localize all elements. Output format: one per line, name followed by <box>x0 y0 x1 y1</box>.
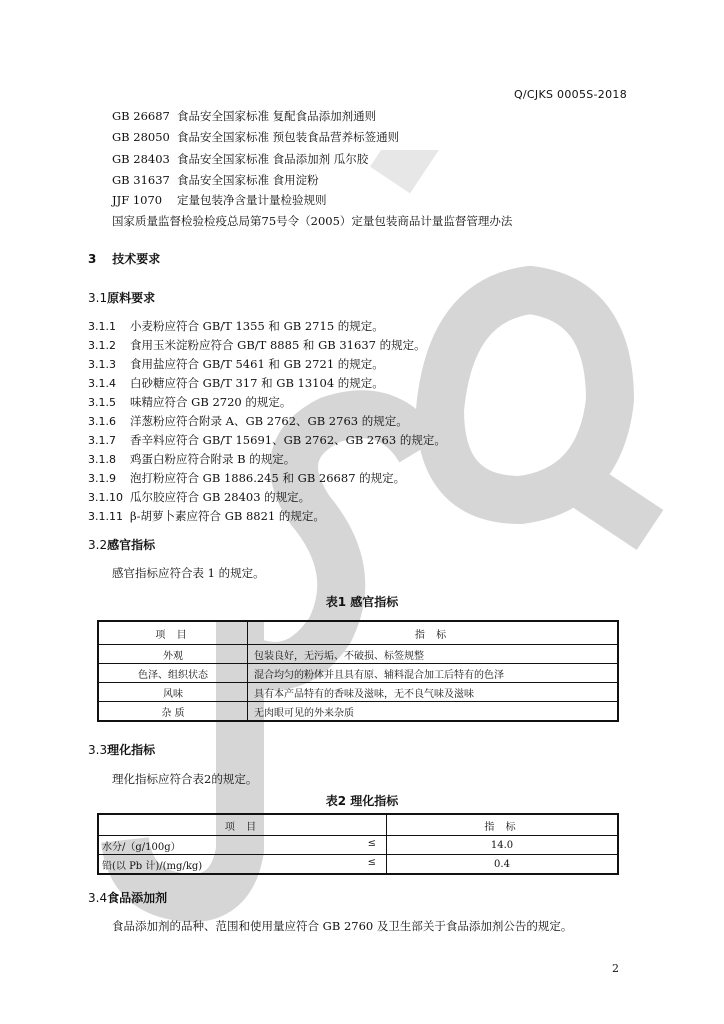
reference-title: 食品安全国家标准 食用淀粉 <box>177 173 319 187</box>
clause-text: 洋葱粉应符合附录 A、GB 2762、GB 2763 的规定。 <box>130 414 408 428</box>
clause-text: 味精应符合 GB 2720 的规定。 <box>130 395 292 409</box>
table-cell: 0.4 <box>387 855 619 875</box>
reference-code: GB 28403 <box>112 152 170 166</box>
reference-code: GB 31637 <box>112 173 170 187</box>
table-header-cell: 项 目 <box>98 621 248 645</box>
table-header-row <box>98 814 618 836</box>
clause-item <box>88 432 446 448</box>
clause-number: 3.1.10 <box>88 491 123 504</box>
reference-item <box>112 172 319 188</box>
subsection-heading <box>88 289 155 306</box>
sensory-table <box>97 620 619 722</box>
comparator: ≤ <box>367 838 376 849</box>
item-name: 铅(以 Pb 计)/(mg/kg) <box>102 860 203 872</box>
clause-text: 瓜尔胶应符合 GB 28403 的规定。 <box>130 490 311 504</box>
reference-title: 食品安全国家标准 复配食品添加剂通则 <box>177 109 377 123</box>
paragraph: 食品添加剂的品种、范围和使用量应符合 GB 2760 及卫生部关于食品添加剂公告的规定。 <box>112 919 573 933</box>
clause-item <box>88 337 426 353</box>
clause-item <box>88 394 291 410</box>
watermark-letter-b <box>390 150 450 180</box>
subsection-title: 食品添加剂 <box>107 891 168 905</box>
table-cell: 14.0 <box>387 836 619 855</box>
subsection-heading <box>88 889 167 906</box>
table-header-cell: 指 标 <box>387 814 619 836</box>
table-header-cell: 项 目 <box>98 814 387 836</box>
table-cell: 色泽、组织状态 <box>98 664 248 683</box>
section-heading <box>88 250 160 267</box>
table-cell: 无肉眼可见的外来杂质 <box>248 702 619 722</box>
clause-number: 3.1.6 <box>88 415 116 428</box>
reference-item <box>112 213 512 229</box>
clause-text: 鸡蛋白粉应符合附录 B 的规定。 <box>130 452 296 466</box>
table-cell: 混合均匀的粉体并且具有原、辅料混合加工后特有的色泽 <box>248 664 619 683</box>
table-cell: 包装良好，无污垢、不破损、标签规整 <box>248 645 619 664</box>
clause-text: 食用玉米淀粉应符合 GB/T 8885 和 GB 31637 的规定。 <box>130 338 426 352</box>
clause-number: 3.1.3 <box>88 358 116 371</box>
paragraph: 理化指标应符合表2的规定。 <box>112 772 258 786</box>
clause-item <box>88 489 310 505</box>
clause-number: 3.1.11 <box>88 510 123 523</box>
table-row <box>98 664 618 683</box>
clause-item <box>88 318 384 334</box>
clause-number: 3.1.7 <box>88 434 116 447</box>
table-row <box>98 855 618 875</box>
subsection-title: 原料要求 <box>107 291 156 305</box>
subsection-number: 3.3 <box>88 743 108 757</box>
clause-item <box>88 375 384 391</box>
table-header-cell: 指 标 <box>248 621 619 645</box>
reference-title: 食品安全国家标准 食品添加剂 瓜尔胶 <box>177 152 369 166</box>
reference-item <box>112 192 327 208</box>
section-title: 技术要求 <box>112 252 161 266</box>
clause-text: 小麦粉应符合 GB/T 1355 和 GB 2715 的规定。 <box>130 319 384 333</box>
table-cell <box>98 855 387 875</box>
clause-text: β-胡萝卜素应符合 GB 8821 的规定。 <box>130 509 325 523</box>
clause-item <box>88 508 325 524</box>
table-cell: 具有本产品特有的香味及滋味，无不良气味及滋味 <box>248 683 619 702</box>
section-number: 3 <box>88 252 97 266</box>
subsection-number: 3.1 <box>88 291 108 305</box>
clause-item <box>88 413 408 429</box>
table-row <box>98 702 618 722</box>
reference-item <box>112 151 368 167</box>
table-row <box>98 836 618 855</box>
reference-title: 定量包装净含量计量检验规则 <box>177 193 327 207</box>
physicochemical-table <box>97 813 619 875</box>
table-cell: 风味 <box>98 683 248 702</box>
clause-item <box>88 451 295 467</box>
paragraph: 感官指标应符合表 1 的规定。 <box>112 566 265 580</box>
reference-title: 国家质量监督检验检疫总局第75号令（2005）定量包装商品计量监督管理办法 <box>112 214 513 228</box>
reference-code: GB 26687 <box>112 109 170 123</box>
reference-item <box>112 129 399 145</box>
document-id: Q/CJKS 0005S-2018 <box>513 88 627 101</box>
reference-code: JJF 1070 <box>112 193 163 207</box>
table-cell: 杂 质 <box>98 702 248 722</box>
table-caption: 表2 理化指标 <box>325 794 399 808</box>
comparator: ≤ <box>367 857 376 868</box>
clause-number: 3.1.4 <box>88 377 116 390</box>
subsection-title: 感官指标 <box>107 538 156 552</box>
clause-text: 香辛料应符合 GB/T 15691、GB 2762、GB 2763 的规定。 <box>130 433 446 447</box>
clause-text: 泡打粉应符合 GB 1886.245 和 GB 26687 的规定。 <box>130 471 406 485</box>
table-caption: 表1 感官指标 <box>325 595 399 609</box>
page-number: 2 <box>612 962 619 975</box>
table-cell <box>98 836 387 855</box>
watermark-letter-q <box>440 290 650 530</box>
clause-number: 3.1.1 <box>88 320 116 333</box>
clause-number: 3.1.2 <box>88 339 116 352</box>
subsection-title: 理化指标 <box>107 743 156 757</box>
reference-code: GB 28050 <box>112 130 170 144</box>
subsection-heading <box>88 536 155 553</box>
table-row <box>98 645 618 664</box>
subsection-number: 3.4 <box>88 891 108 905</box>
clause-text: 食用盐应符合 GB/T 5461 和 GB 2721 的规定。 <box>130 357 384 371</box>
item-name: 水分/（g/100g） <box>102 841 181 853</box>
clause-item <box>88 356 384 372</box>
subsection-number: 3.2 <box>88 538 108 552</box>
table-row <box>98 683 618 702</box>
clause-text: 白砂糖应符合 GB/T 317 和 GB 13104 的规定。 <box>130 376 384 390</box>
clause-number: 3.1.8 <box>88 453 116 466</box>
table-cell: 外观 <box>98 645 248 664</box>
table-header-row <box>98 621 618 645</box>
reference-title: 食品安全国家标准 预包装食品营养标签通则 <box>177 130 400 144</box>
clause-number: 3.1.9 <box>88 472 116 485</box>
reference-item <box>112 108 376 124</box>
clause-number: 3.1.5 <box>88 396 116 409</box>
subsection-heading <box>88 741 155 758</box>
clause-item <box>88 470 405 486</box>
